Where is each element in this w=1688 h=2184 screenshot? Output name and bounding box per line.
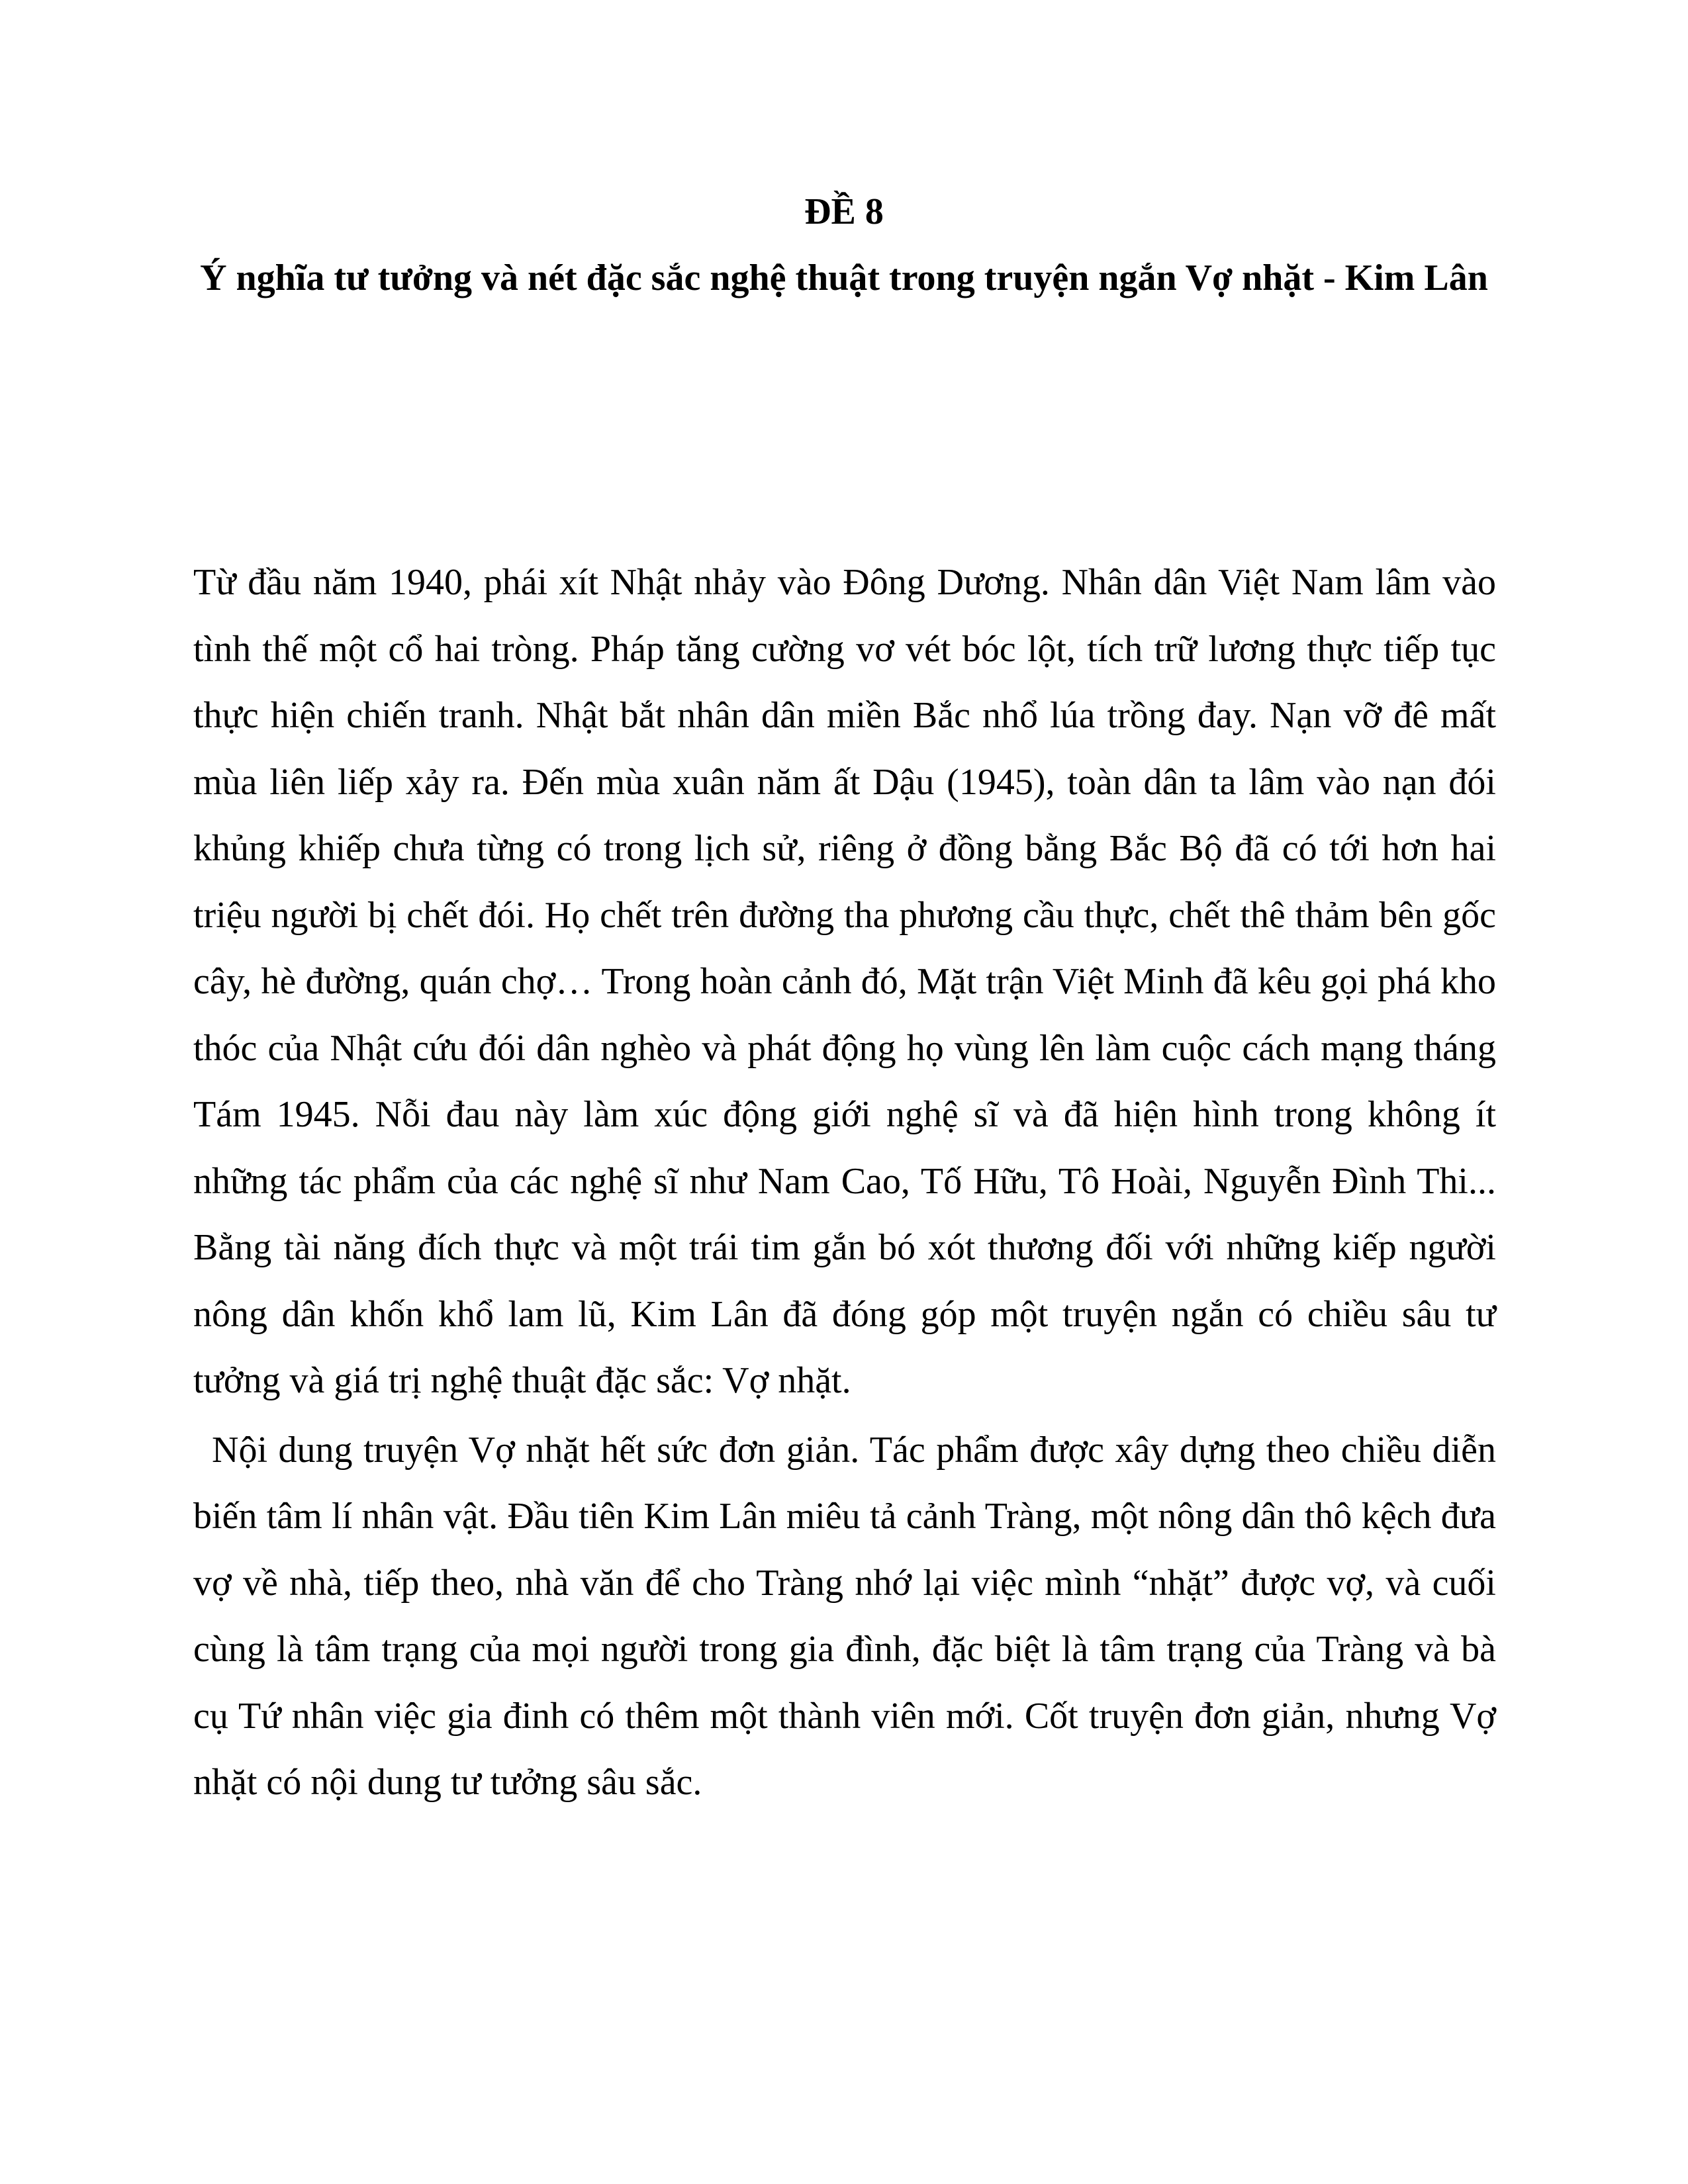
document-body <box>193 549 1496 1816</box>
body-paragraph-2: Nội dung truyện Vợ nhặt hết sức đơn giản. Tác phẩm được xây dựng theo chiều diễn biến tâm lí nhân vật. Đầu tiên Kim Lân miêu tả cảnh Tràng, một nông dân thô kệch đưa vợ về nhà, tiếp theo, nhà văn để cho Tràng nhớ lại việc mình “nhặt” được vợ, và cuối cùng là tâm trạng của mọi người trong gia đình, đặc biệt là tâm trạng của Tràng và bà cụ Tứ nhân việc gia đinh có thêm một thành viên mới. Cốt truyện đơn giản, nhưng Vợ nhặt có nội dung tư tưởng sâu sắc. <box>193 1429 1496 1803</box>
document-title: Ý nghĩa tư tưởng và nét đặc sắc nghệ thuật trong truyện ngắn Vợ nhặt - Kim Lân <box>200 257 1488 298</box>
body-paragraph-1: Từ đầu năm 1940, phái xít Nhật nhảy vào Đông Dương. Nhân dân Việt Nam lâm vào tình thế một cổ hai tròng. Pháp tăng cường vơ vét bóc lột, tích trữ lương thực tiếp tục thực hiện chiến tranh. Nhật bắt nhân dân miền Bắc nhổ lúa trồng đay. Nạn vỡ đê mất mùa liên liếp xảy ra. Đến mùa xuân năm ất Dậu (1945), toàn dân ta lâm vào nạn đói khủng khiếp chưa từng có trong lịch sử, riêng ở đồng bằng Bắc Bộ đã có tới hơn hai triệu người bị chết đói. Họ chết trên đường tha phương cầu thực, chết thê thảm bên gốc cây, hè đường, quán chợ… Trong hoàn cảnh đó, Mặt trận Việt Minh đã kêu gọi phá kho thóc của Nhật cứu đói dân nghèo và phát động họ vùng lên làm cuộc cách mạng tháng Tám 1945. Nỗi đau này làm xúc động giới nghệ sĩ và đã hiện hình trong không ít những tác phẩm của các nghệ sĩ như Nam Cao, Tố Hữu, Tô Hoài, Nguyễn Đình Thi... Bằng tài năng đích thực và một trái tim gắn bó xót thương đối với những kiếp người nông dân khốn khổ lam lũ, Kim Lân đã đóng góp một truyện ngắn có chiều sâu tư tưởng và giá trị nghệ thuật đặc sắc: Vợ nhặt. <box>193 562 1496 1401</box>
exam-number-heading: ĐỀ 8 <box>804 191 884 232</box>
